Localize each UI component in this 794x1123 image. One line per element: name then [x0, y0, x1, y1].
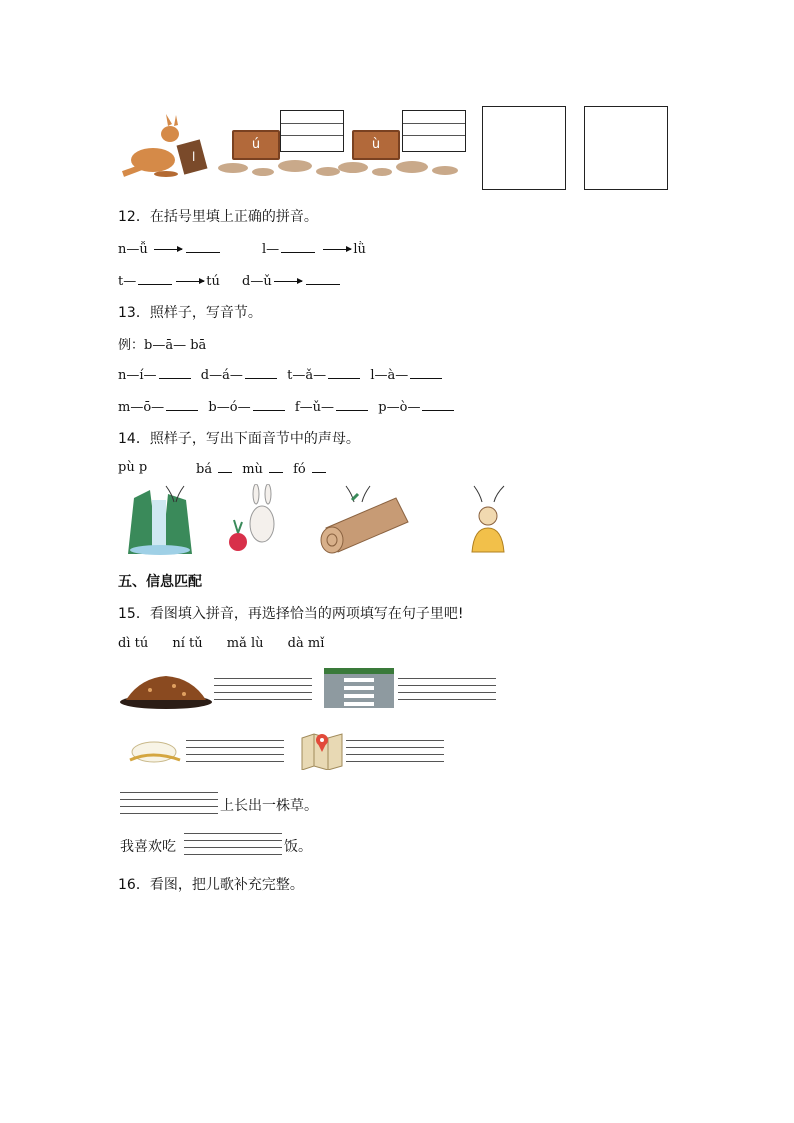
q15-title: 15．看图填入拼音，再选择恰当的两项填写在句子里吧!: [118, 606, 464, 622]
q13-r2-item3: f—ǔ—: [294, 400, 335, 415]
q13-r2-item4: p—ò—: [378, 400, 421, 415]
stepping-stone: [218, 163, 248, 173]
q13-r2-item2: b—ó—: [208, 400, 251, 415]
q12-r1-item1-blank[interactable]: [186, 240, 220, 253]
pinyin-lines-map[interactable]: [346, 740, 444, 762]
map-image: [300, 728, 344, 770]
buddha-image: [460, 484, 516, 556]
q12-r1-item2-prefix: l—: [262, 242, 280, 257]
q14-title: 14．照样子，写出下面音节中的声母。: [118, 431, 360, 447]
waterfall-image: [124, 484, 196, 556]
q13-r1-item2: d—á—: [200, 368, 243, 383]
answer-box-1[interactable]: [482, 106, 566, 190]
q14-blank2[interactable]: [269, 460, 283, 473]
q13-row1: [118, 366, 444, 383]
sentence2-answer-lines[interactable]: [184, 833, 282, 855]
log-image: [316, 484, 416, 556]
q14-example-answer: p: [138, 460, 148, 475]
stepping-stone: [252, 168, 274, 176]
q12-r1-item2-blank[interactable]: [281, 240, 315, 253]
q15-option-3: mǎ lù: [226, 636, 264, 651]
q13-r2-blank2[interactable]: [253, 398, 285, 411]
q13-r1-blank1[interactable]: [159, 366, 191, 379]
rice-image: [122, 730, 186, 766]
stepping-stone: [432, 166, 458, 175]
stepping-stone: [278, 160, 312, 172]
q14-example-syllable: pù: [118, 460, 135, 475]
arrow-icon: [323, 249, 351, 250]
q12-row1: [118, 240, 222, 257]
arrow-icon: [176, 281, 204, 282]
q12-r2-item1-prefix: t—: [118, 274, 137, 289]
q13-r1-blank2[interactable]: [245, 366, 277, 379]
stepping-stone: [396, 161, 428, 173]
road-image: [324, 668, 394, 708]
plaque-2-text: ù: [371, 137, 381, 152]
q13-r2-blank3[interactable]: [336, 398, 368, 411]
q14-item1: bá: [196, 462, 213, 477]
q13-row2: [118, 398, 456, 415]
sentence1-answer-lines[interactable]: [120, 792, 218, 814]
pinyin-plaque-1: [232, 130, 280, 160]
kangaroo-illustration: [118, 112, 218, 182]
q14-row: [118, 460, 147, 475]
pinyin-lines-mud[interactable]: [214, 678, 312, 700]
q12-title: 12．在括号里填上正确的拼音。: [118, 209, 318, 225]
sentence2-suffix: 饭。: [284, 839, 312, 855]
rabbit-radish-image: [218, 484, 290, 556]
pinyin-lines-road[interactable]: [398, 678, 496, 700]
q13-r1-item3: t—ǎ—: [287, 368, 327, 383]
q13-r2-blank4[interactable]: [422, 398, 454, 411]
q12-r2-item2-prefix: d—ǔ: [242, 274, 272, 289]
q15-option-4: dà mǐ: [287, 636, 325, 651]
sentence1-suffix: 上长出一株草。: [220, 798, 318, 814]
q12-row2-item2: [242, 272, 342, 289]
arrow-icon: [274, 281, 302, 282]
q13-example: 例：b—ā— bā: [118, 338, 207, 353]
pinyin-writing-grid-1[interactable]: [280, 110, 344, 152]
q13-r1-item1: n—í—: [118, 368, 157, 383]
stepping-stone: [316, 167, 340, 176]
arrow-icon: [154, 249, 182, 250]
q12-r1-item1-prefix: n—ǚ: [118, 242, 152, 257]
q13-r1-blank4[interactable]: [410, 366, 442, 379]
sentence2-prefix: 我喜欢吃: [120, 839, 176, 855]
stepping-stone: [372, 168, 392, 176]
pinyin-plaque-2: [352, 130, 400, 160]
q13-r2-item1: m—ō—: [118, 400, 165, 415]
q13-r1-blank3[interactable]: [328, 366, 360, 379]
stepping-stone: [338, 162, 368, 173]
q12-r1-item2-suffix: lǜ: [353, 242, 366, 257]
q12-row2: [118, 272, 220, 289]
q13-r2-blank1[interactable]: [166, 398, 198, 411]
q14-item3: fó: [293, 462, 306, 477]
q13-r1-item4: l—à—: [370, 368, 409, 383]
q14-items: [196, 460, 328, 477]
q15-option-2: ní tǔ: [172, 636, 203, 651]
q14-blank1[interactable]: [218, 460, 232, 473]
pinyin-lines-rice[interactable]: [186, 740, 284, 762]
q12-r2-item2-blank[interactable]: [306, 272, 340, 285]
q14-blank3[interactable]: [312, 460, 326, 473]
q13-title: 13．照样子，写音节。: [118, 305, 262, 321]
q16-title: 16．看图，把儿歌补充完整。: [118, 877, 304, 893]
section-5-heading: 五、信息匹配: [118, 574, 202, 590]
plaque-1-text: ú: [251, 137, 261, 152]
q12-row1-item2: [262, 240, 366, 257]
mud-image: [120, 668, 212, 710]
q12-r2-item1-blank[interactable]: [138, 272, 172, 285]
kangaroo-card-letter: l: [192, 150, 196, 164]
q12-r2-item1-suffix: tú: [206, 274, 220, 289]
q14-item2: mù: [242, 462, 263, 477]
pinyin-writing-grid-2[interactable]: [402, 110, 466, 152]
q15-options: [118, 636, 324, 651]
q15-option-1: dì tú: [118, 636, 149, 651]
answer-box-2[interactable]: [584, 106, 668, 190]
